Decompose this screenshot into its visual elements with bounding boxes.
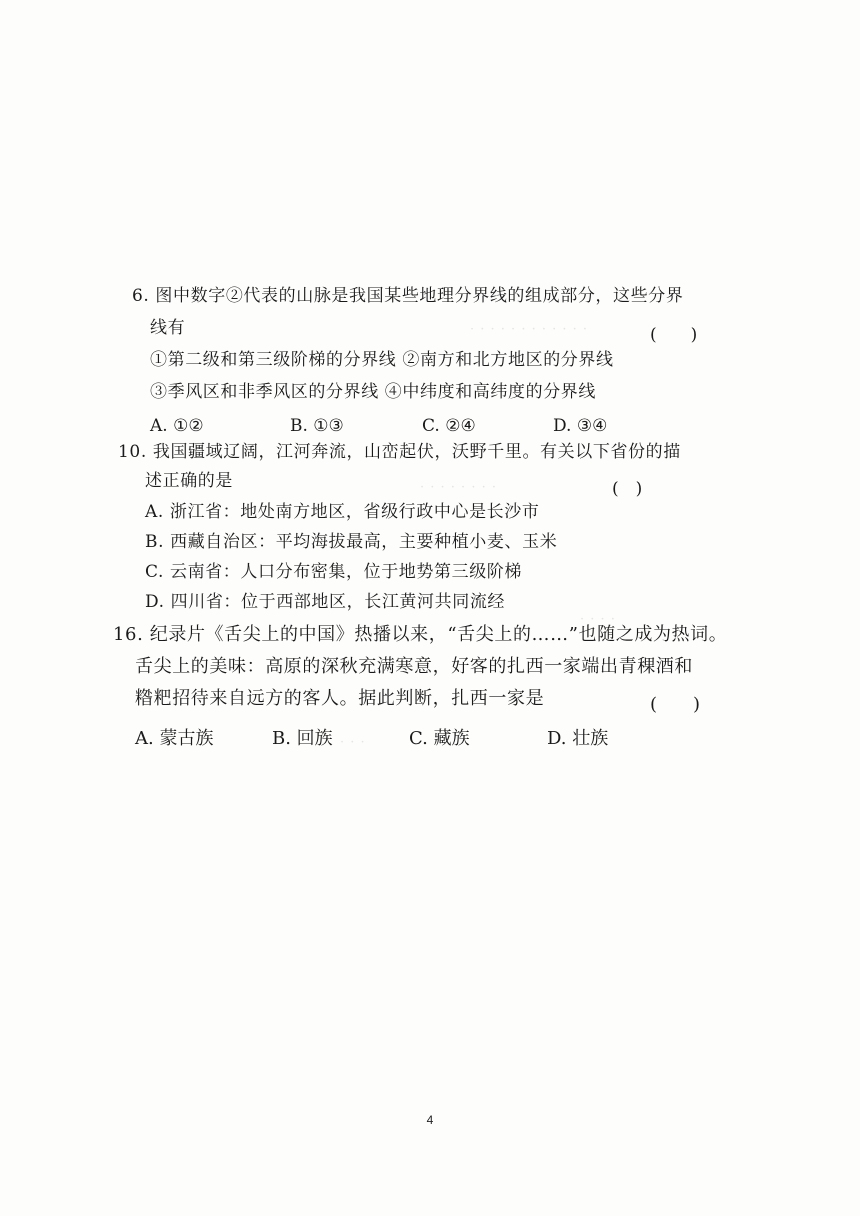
bleed-through-mark: · · · · · · · · [420,480,497,495]
option-d: D. 壮族 [547,728,609,749]
question-16-stem-line2: 舌尖上的美味：高原的深秋充满寒意，好客的扎西一家端出青稞酒和 [135,656,693,677]
question-6-stem-line2: 线有 [150,318,186,338]
question-10-option-a: A. 浙江省：地处南方地区，省级行政中心是长沙市 [145,502,540,522]
question-16-answer-bracket: ( ) [650,694,701,715]
bleed-through-mark: · · · · [580,612,616,627]
question-10-option-d: D. 四川省：位于西部地区，长江黄河共同流经 [145,592,506,612]
option-b: B. ①③ [290,416,344,436]
bleed-through-mark: · · · [340,735,366,750]
question-10-stem-line1: 10. 我国疆域辽阔，江河奔流，山峦起伏，沃野千里。有关以下省份的描 [118,442,681,462]
question-10-option-b: B. 西藏自治区：平均海拔最高，主要种植小麦、玉米 [145,532,558,552]
option-b: B. 回族 [272,728,333,749]
option-a: A. 蒙古族 [135,728,214,749]
option-c: C. ②④ [422,416,476,436]
question-10-answer-bracket: ( ) [612,479,643,499]
question-6-statement-1: ①第二级和第三级阶梯的分界线 ②南方和北方地区的分界线 [150,350,614,370]
option-c: C. 藏族 [409,728,470,749]
question-6-statement-2: ③季风区和非季风区的分界线 ④中纬度和高纬度的分界线 [150,382,597,402]
question-10-option-c: C. 云南省：人口分布密集，位于地势第三级阶梯 [145,562,523,582]
question-10-stem-line2: 述正确的是 [145,471,233,491]
question-6-stem-line1: 6. 图中数字②代表的山脉是我国某些地理分界线的组成部分，这些分界 [132,286,684,306]
question-16-stem-line3: 糌粑招待来自远方的客人。据此判断，扎西一家是 [135,688,545,709]
option-d: D. ③④ [553,416,608,436]
question-6-answer-bracket: ( ) [650,325,698,345]
option-a: A. ①② [150,416,204,436]
bleed-through-mark: · · · · · · · · · · · · [470,322,589,337]
question-16-stem-line1: 16. 纪录片《舌尖上的中国》热播以来，“舌尖上的……”也随之成为热词。 [113,624,728,645]
page-number: 4 [426,1113,434,1127]
